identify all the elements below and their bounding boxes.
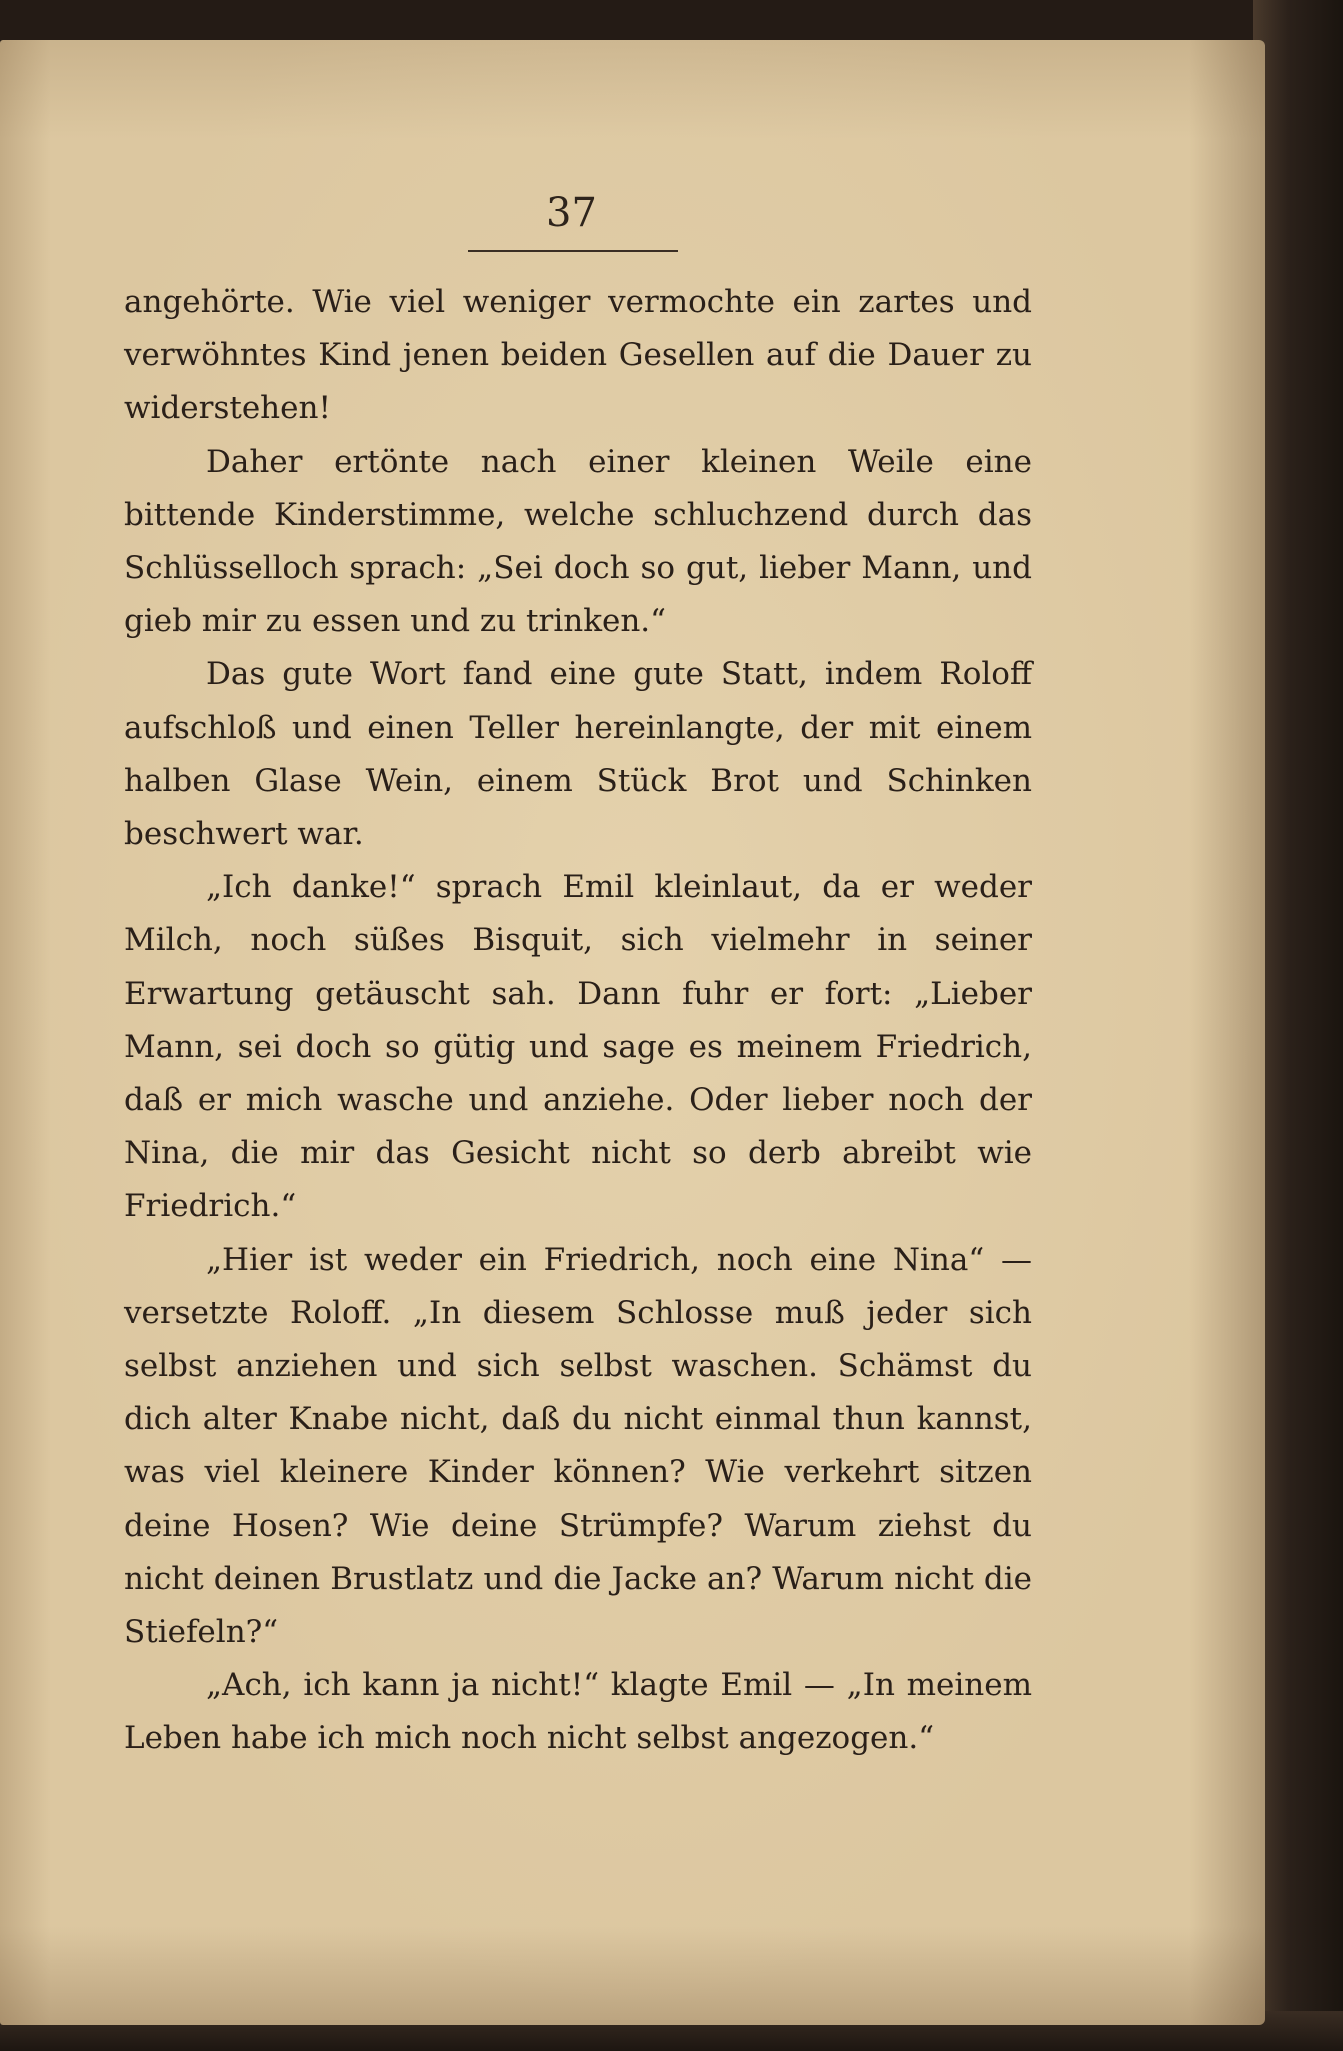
book-cover-edge <box>1253 0 1343 2051</box>
paragraph-continued: angehörte. Wie viel weniger vermochte ein zartes und verwöhntes Kind jenen beiden Gesellen auf die Dauer zu widerstehen! <box>124 284 1032 427</box>
body-text <box>124 276 1032 1766</box>
paragraph: „Hier ist weder ein Friedrich, noch eine Nina“ — versetzte Roloff. „In diesem Schlosse muß jeder sich selbst anziehen und sich selbst waschen. Schämst du dich alter Knabe nicht, daß du nicht einmal thun kannst, was viel kleinere Kinder können? Wie verkehrt sitzen deine Hosen? Wie deine Strümpfe? Warum ziehst du nicht deinen Brustlatz und die Jacke an? Warum nicht die Stiefeln?“ <box>124 1241 1032 1651</box>
header-rule <box>468 250 678 252</box>
paragraph: „Ach, ich kann ja nicht!“ klagte Emil — „In meinem Leben habe ich mich noch nicht selbst angezogen.“ <box>124 1667 1032 1757</box>
page-number: 37 <box>546 190 597 236</box>
paragraph: Daher ertönte nach einer kleinen Weile eine bittende Kinderstimme, welche schluchzend durch das Schlüsselloch sprach: „Sei doch so gut, lieber Mann, und gieb mir zu essen und zu trinken.“ <box>124 443 1032 640</box>
paragraph: Das gute Wort fand eine gute Statt, indem Roloff aufschloß und einen Teller hereinlangte, der mit einem halben Glase Wein, einem Stück Brot und Schinken beschwert war. <box>124 656 1032 853</box>
page-sheet <box>0 40 1265 2025</box>
paragraph: „Ich danke!“ sprach Emil kleinlaut, da er weder Milch, noch süßes Bisquit, sich vielmehr in seiner Erwartung getäuscht sah. Dann fuhr er fort: „Lieber Mann, sei doch so gütig und sage es meinem Friedrich, daß er mich wasche und anziehe. Oder lieber noch der Nina, die mir das Gesicht nicht so derb abreibt wie Friedrich.“ <box>124 869 1032 1225</box>
